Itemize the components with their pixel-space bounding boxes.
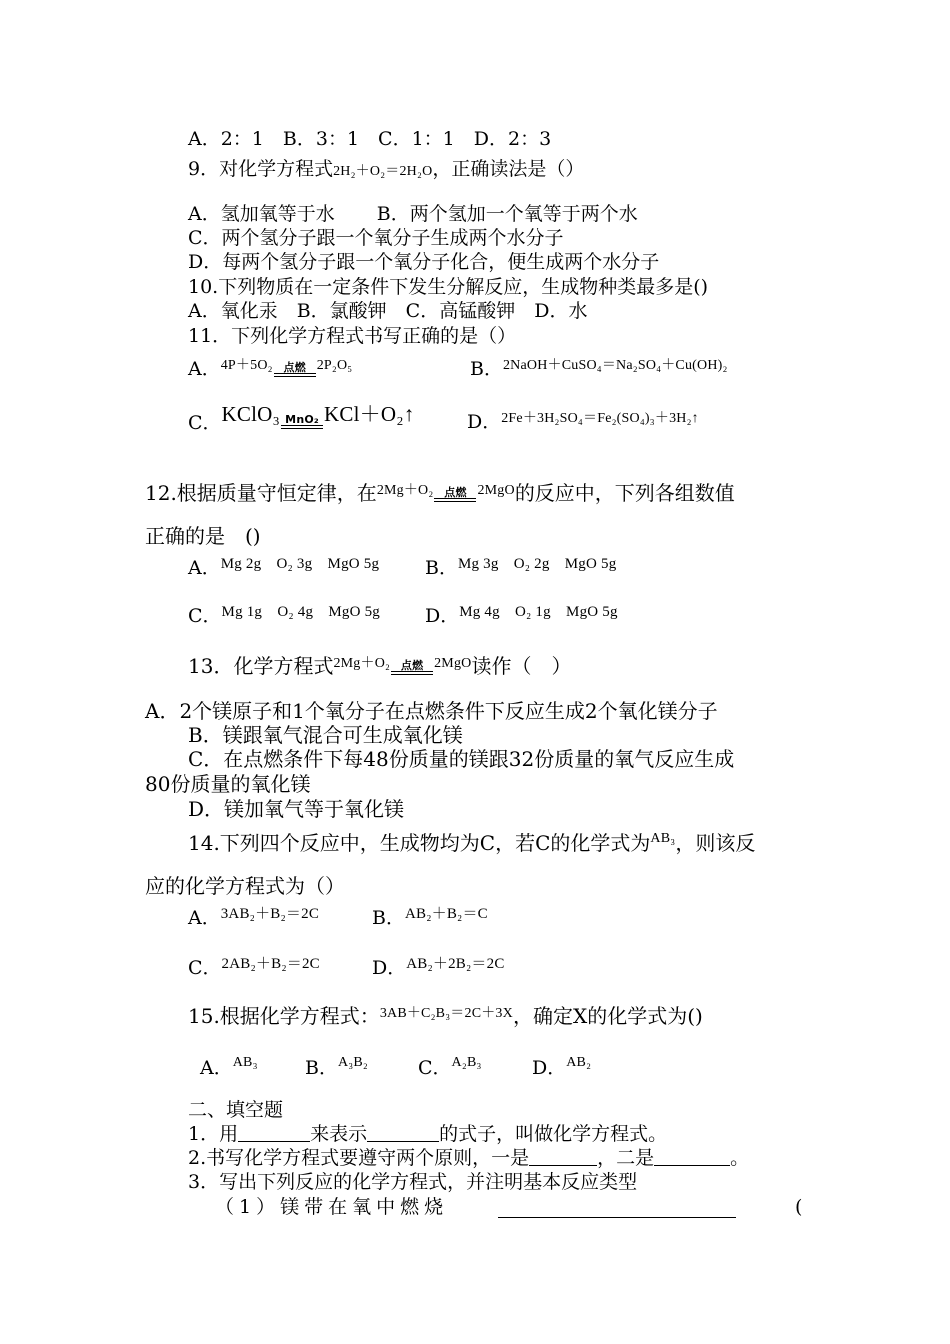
q13-option-d: D．镁加氧气等于氧化镁 — [188, 797, 405, 821]
q12-suffix: 的反应中，下列各组数值 — [514, 481, 735, 505]
q14-formula: AB₃ — [650, 831, 676, 846]
q11-c-label: C． — [188, 412, 222, 434]
q14-a-equation: 3AB₂＋B₂＝2C — [220, 906, 320, 922]
fill-2-part-a: 2.书写化学方程式要遵守两个原则，一是 — [188, 1147, 530, 1169]
fill-1-part-c: 的式子，叫做化学方程式。 — [439, 1123, 668, 1145]
fill-1-blank-2[interactable] — [367, 1123, 439, 1142]
q13-option-c-line2: 80份质量的氧化镁 — [145, 772, 311, 796]
q12-option-c — [188, 604, 380, 630]
q15-option-d — [532, 1056, 591, 1083]
q11-c-left: KClO₃ — [221, 402, 281, 426]
q9-option-b: B．两个氢加一个氧等于两个水 — [376, 203, 638, 225]
q15-c-formula: A₂B₃ — [451, 1055, 482, 1070]
q11-a-condition-text: 点燃 — [283, 361, 306, 374]
section2-heading: 二、填空题 — [188, 1099, 284, 1121]
q11-a-left: 4P＋5O₂ — [220, 358, 273, 373]
q14-b-label: B． — [372, 907, 405, 929]
q15-d-formula: AB₂ — [566, 1055, 592, 1070]
q14-option-d — [372, 956, 505, 982]
q9-option-a: A．氢加氧等于水 — [188, 203, 335, 225]
q9-suffix: ，正确读法是（） — [432, 158, 585, 180]
q11-c-right: KCl＋O₂↑ — [324, 402, 415, 426]
q11-option-a — [188, 357, 352, 384]
q15-equation: 3AB＋C₂B₃＝2C＋3X — [379, 1006, 513, 1021]
q13-prefix: 13．化学方程式 — [188, 654, 334, 678]
q9-prefix: 9．对化学方程式 — [188, 158, 334, 180]
q11-c-condition — [281, 414, 323, 429]
q15-d-label: D． — [532, 1057, 567, 1079]
fill-3-item-1-paren: ( — [795, 1196, 803, 1218]
q14-c-label: C． — [188, 957, 222, 979]
q12-line2: 正确的是 () — [145, 524, 261, 548]
q11-option-b — [470, 357, 728, 384]
q15-option-c — [418, 1056, 482, 1083]
q14-stem — [188, 831, 755, 859]
q13-suffix: 读作（ ） — [471, 654, 572, 678]
q13-stem — [188, 654, 571, 682]
q12-d-values: Mg 4g O₂ 1g MgO 5g — [459, 604, 618, 620]
q12-b-values: Mg 3g O₂ 2g MgO 5g — [457, 556, 617, 572]
q12-condition-text: 点燃 — [444, 486, 467, 499]
q8-options: A．2：1 B．3：1 C．1：1 D．2：3 — [188, 128, 552, 150]
q15-stem — [188, 1004, 703, 1032]
q15-a-formula: AB₃ — [232, 1055, 258, 1070]
q15-option-b — [305, 1056, 368, 1083]
q11-d-equation: 2Fe＋3H₂SO₄＝Fe₂(SO₄)₃＋3H₂↑ — [501, 411, 699, 426]
q12-b-label: B． — [425, 557, 458, 579]
q11-a-equation — [221, 358, 353, 373]
q12-a-label: A． — [188, 557, 221, 579]
q12-option-d — [425, 604, 618, 630]
q14-suffix: ，则该反 — [675, 831, 756, 855]
q14-line2: 应的化学方程式为（） — [145, 874, 345, 898]
fill-2 — [188, 1146, 749, 1170]
q13-eq-right: 2MgO — [434, 656, 472, 671]
fill-1-blank-1[interactable] — [238, 1123, 310, 1142]
q13-equation — [333, 656, 471, 671]
q14-option-c — [188, 956, 320, 982]
q11-option-c — [188, 402, 415, 437]
q14-a-label: A． — [188, 907, 221, 929]
q11-c-equation — [222, 402, 415, 426]
q12-eq-left: 2Mg＋O₂ — [376, 483, 434, 498]
q12-d-label: D． — [425, 605, 460, 627]
q14-option-b — [372, 906, 488, 932]
q12-eq-right: 2MgO — [477, 483, 515, 498]
fill-1-part-a: 1．用 — [188, 1123, 239, 1145]
q14-option-a — [188, 906, 319, 932]
q11-a-label: A． — [188, 358, 221, 380]
q9-options-ab — [188, 202, 638, 226]
fill-2-blank-2[interactable] — [654, 1147, 730, 1166]
q15-prefix: 15.根据化学方程式： — [188, 1004, 380, 1028]
q11-b-equation: 2NaOH＋CuSO₄＝Na₂SO₄＋Cu(OH)₂ — [502, 358, 728, 373]
q13-condition — [391, 660, 433, 675]
q15-c-label: C． — [418, 1057, 452, 1079]
q11-stem: 11．下列化学方程式书写正确的是（） — [188, 325, 517, 347]
q15-b-formula: A₃B₂ — [337, 1055, 368, 1070]
fill-1 — [188, 1122, 667, 1146]
fill-3-item-1-blank[interactable] — [498, 1199, 736, 1218]
q13-option-b: B．镁跟氧气混合可生成氧化镁 — [188, 723, 463, 747]
q15-option-a — [200, 1056, 258, 1083]
q15-b-label: B． — [305, 1057, 338, 1079]
q11-d-label: D． — [467, 411, 502, 433]
q14-prefix: 14.下列四个反应中，生成物均为C，若C的化学式为 — [188, 831, 651, 855]
fill-3-item-1-label: （1）镁带在氧中燃烧 — [215, 1196, 449, 1218]
q15-suffix: ，确定X的化学式为() — [512, 1004, 703, 1028]
q12-c-label: C． — [188, 605, 222, 627]
q13-option-c-line1: C．在点燃条件下每48份质量的镁跟32份质量的氧气反应生成 — [188, 747, 735, 771]
q12-option-b — [425, 556, 616, 582]
q11-c-condition-text: MnO₂ — [285, 413, 319, 426]
q13-option-a: A．2个镁原子和1个氧分子在点燃条件下反应生成2个氧化镁分子 — [145, 699, 718, 723]
fill-2-blank-1[interactable] — [529, 1147, 597, 1166]
q10-stem: 10.下列物质在一定条件下发生分解反应，生成物种类最多是() — [188, 276, 709, 298]
q14-d-equation: AB₂＋2B₂＝2C — [406, 956, 505, 972]
q9-stem — [188, 157, 584, 184]
q11-a-condition — [274, 362, 316, 377]
q13-condition-text: 点燃 — [400, 659, 424, 672]
q9-option-d: D．每两个氢分子跟一个氧分子化合，便生成两个水分子 — [188, 251, 660, 273]
q13-eq-left: 2Mg＋O₂ — [333, 656, 391, 671]
q12-option-a — [188, 556, 379, 582]
fill-2-part-c: 。 — [730, 1147, 750, 1169]
fill-2-part-b: ，二是 — [597, 1147, 655, 1169]
fill-3: 3．写出下列反应的化学方程式，并注明基本反应类型 — [188, 1171, 638, 1193]
q11-option-d — [467, 410, 699, 437]
q9-equation: 2H₂＋O₂＝2H₂O — [333, 164, 433, 179]
q14-c-equation: 2AB₂＋B₂＝2C — [221, 956, 320, 972]
q11-a-right: 2P₂O₅ — [316, 358, 353, 373]
q14-b-equation: AB₂＋B₂＝C — [404, 906, 488, 922]
fill-3-item-1 — [215, 1195, 448, 1219]
q12-c-values: Mg 1g O₂ 4g MgO 5g — [221, 604, 380, 620]
q12-stem — [145, 481, 735, 509]
q15-a-label: A． — [200, 1057, 233, 1079]
q12-condition — [434, 487, 476, 502]
q10-options: A．氧化汞 B．氯酸钾 C．高锰酸钾 D．水 — [188, 300, 588, 322]
q14-d-label: D． — [372, 957, 407, 979]
q12-prefix: 12.根据质量守恒定律，在 — [145, 481, 377, 505]
fill-1-part-b: 来表示 — [310, 1123, 368, 1145]
q12-equation — [377, 483, 515, 498]
q12-a-values: Mg 2g O₂ 3g MgO 5g — [220, 556, 380, 572]
q11-b-label: B． — [470, 358, 503, 380]
q9-option-c: C．两个氢分子跟一个氧分子生成两个水分子 — [188, 227, 564, 249]
